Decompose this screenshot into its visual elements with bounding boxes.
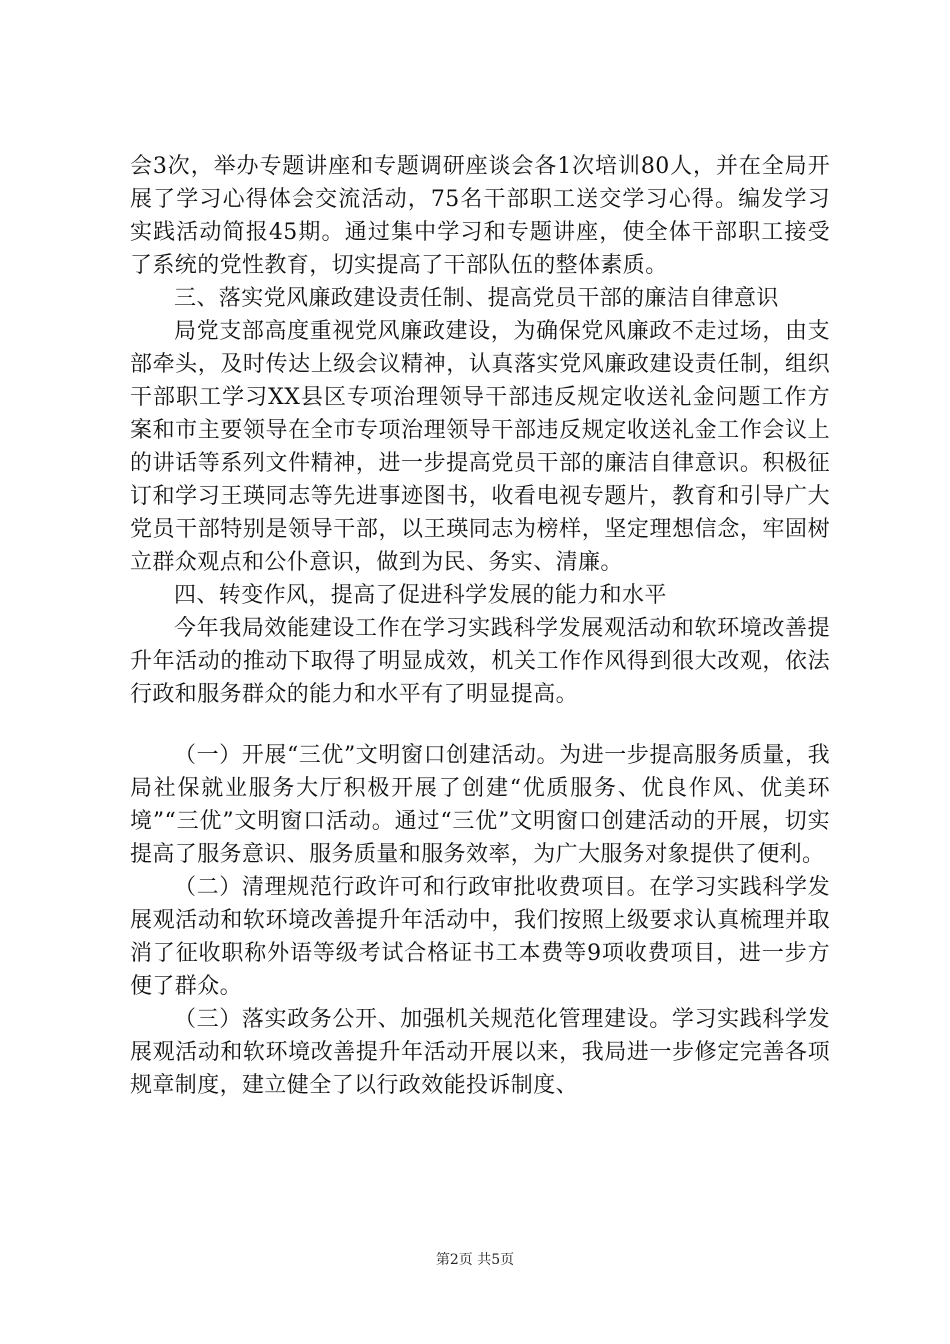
- section-heading-three: 三、落实党风廉政建设责任制、提高党员干部的廉洁自律意识: [174, 286, 779, 311]
- paragraph-item-two: （二）清理规范行政许可和行政审批收费项目。在学习实践科学发展观活动和软环境改善提升年活动中，我们按照上级要求认真梳理并取消了征收职称外语等级考试合格证书工本费等9项收费项目，进一步方便了群众。: [130, 875, 830, 999]
- paragraph-continuation: 会3次，举办专题讲座和专题调研座谈会各1次培训80人，并在全局开展了学习心得体会交流活动，75名干部职工送交学习心得。编发学习实践活动简报45期。通过集中学习和专题讲座，使全体干部职工接受了系统的党性教育，切实提高了干部队伍的整体素质。: [130, 154, 830, 278]
- page-number-footer: 第2页 共5页: [435, 1252, 515, 1268]
- paragraph-item-one: （一）开展“三优”文明窗口创建活动。为进一步提高服务质量，我局社保就业服务大厅积极开展了创建“优质服务、优良作风、优美环境”“三优”文明窗口活动。通过“三优”文明窗口创建活动的开展，切实提高了服务意识、服务质量和服务效率，为广大服务对象提供了便利。: [130, 743, 830, 867]
- paragraph-integrity: 局党支部高度重视党风廉政建设，为确保党风廉政不走过场，由支部牵头，及时传达上级会议精神，认真落实党风廉政建设责任制，组织干部职工学习XX县区专项治理领导干部违反规定收送礼金问题工作方案和市主要领导在全市专项治理领导干部违反规定收送礼金工作会议上的讲话等系列文件精神，进一步提高党员干部的廉洁自律意识。积极征订和学习王瑛同志等先进事迹图书，收看电视专题片，教育和引导广大党员干部特别是领导干部，以王瑛同志为榜样，坚定理想信念，牢固树立群众观点和公仆意识，做到为民、务实、清廉。: [130, 319, 830, 575]
- section-heading-four: 四、转变作风，提高了促进科学发展的能力和水平: [174, 583, 667, 608]
- document-body: [130, 150, 830, 1102]
- paragraph-item-three: （三）落实政务公开、加强机关规范化管理建设。学习实践科学发展观活动和软环境改善提升年活动开展以来，我局进一步修定完善各项规章制度，建立健全了以行政效能投诉制度、: [130, 1007, 830, 1098]
- paragraph-efficiency: 今年我局效能建设工作在学习实践科学发展观活动和软环境改善提升年活动的推动下取得了明显成效，机关工作作风得到很大改观，依法行政和服务群众的能力和水平有了明显提高。: [130, 616, 830, 707]
